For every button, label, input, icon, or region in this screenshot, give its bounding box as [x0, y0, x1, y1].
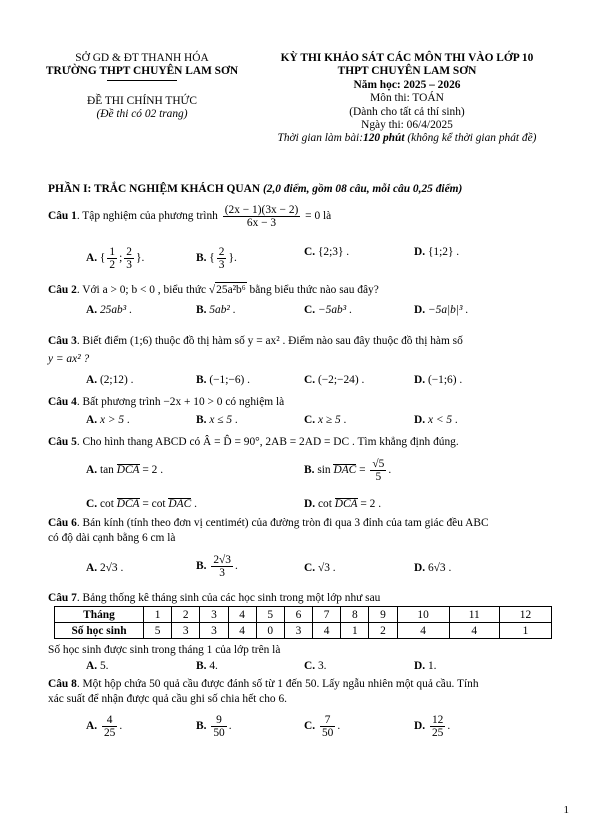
q2-option-a[interactable]: A. 25ab³ . [86, 304, 132, 316]
q5-option-d[interactable]: D. cot DCA = 2 . [304, 498, 382, 510]
q1-fraction: $\frac{(2x - 1)(3x - 2)}{6x - 3}$ [224, 204, 299, 229]
page-number: 1 [563, 804, 569, 816]
question-4: Câu 4. Bất phương trình −2x + 10 > 0 có nghiệm là [48, 396, 285, 408]
q6-options [64, 554, 564, 586]
q1-option-b[interactable]: B. { $\frac{2}{3}$ }. [196, 246, 237, 271]
q6-option-a[interactable]: A. 2√3 . [86, 562, 124, 574]
q5-option-b[interactable]: B. sin DAC = $\frac{√5}{5}$ . [304, 458, 392, 483]
q1-option-d[interactable]: D. {1;2} . [414, 246, 460, 258]
pages-note: (Đề thi có 02 trang) [96, 108, 188, 120]
q3-option-a[interactable]: A. (2;12) . [86, 374, 134, 386]
q2-options [64, 304, 564, 322]
birth-month-table [54, 606, 552, 639]
question-1: Câu 1. Tập nghiệm của phương trình $\frac{(2x - 1)(3x - 2)}{6x - 3}$ = 0 là [48, 204, 332, 229]
exam-date: Ngày thi: 06/4/2025 [361, 119, 453, 132]
q5-option-a[interactable]: A. tan DCA = 2 . [86, 464, 164, 476]
q5-option-c[interactable]: C. cot DCA = cot DAC . [86, 498, 197, 510]
header-right [252, 52, 562, 146]
dept-name: SỞ GD & ĐT THANH HÓA [75, 52, 209, 64]
q1-option-a[interactable]: A. { $\frac{1}{2}$ ; $\frac{2}{3}$ }. [86, 246, 145, 271]
header-left [22, 52, 262, 121]
q1-option-c[interactable]: C. {2;3} . [304, 246, 350, 258]
table-header-count: Số học sinh [55, 623, 144, 639]
official-label: ĐỀ THI CHÍNH THỨC [87, 95, 197, 107]
q2-option-c[interactable]: C. −5ab³ . [304, 304, 352, 316]
question-8: Câu 8. Một hộp chứa 50 quả cầu được đánh số từ 1 đến 50. Lấy ngẫu nhiên một quả cầu. Tính xác suất để nhận được quả cầu ghi số chia hết cho 6. [48, 678, 479, 705]
exam-time: Thời gian làm bài:120 phút (không kể thời gian phát đề) [277, 132, 537, 145]
subject: Môn thi: TOÁN [370, 92, 444, 105]
q8-option-c[interactable]: C. $\frac{7}{50}$ . [304, 714, 341, 739]
question-7: Câu 7. Bảng thống kê tháng sinh của các học sinh trong một lớp như sau [48, 592, 381, 604]
q6-option-b[interactable]: B. $\frac{2√3}{3}$ . [196, 554, 238, 579]
q7-option-b[interactable]: B. 4. [196, 660, 218, 672]
q7-followup: Số học sinh được sinh trong tháng 1 của lớp trên là [48, 644, 281, 656]
school-name: TRƯỜNG THPT CHUYÊN LAM SƠN [45, 65, 239, 77]
q7-option-c[interactable]: C. 3. [304, 660, 327, 672]
q3-option-b[interactable]: B. (−1;−6) . [196, 374, 251, 386]
q4-option-a[interactable]: A. x > 5 . [86, 414, 130, 426]
q7-option-a[interactable]: A. 5. [86, 660, 109, 672]
table-row: Tháng 1 2 3 4 5 6 7 8 9 10 11 12 [55, 607, 552, 623]
q3-option-d[interactable]: D. (−1;6) . [414, 374, 463, 386]
question-6: Câu 6. Bán kính (tính theo đơn vị centimét) của đường tròn đi qua 3 đỉnh của tam giác đều ABC có độ dài cạnh bằng 6 cm là [48, 517, 489, 544]
table-row: Số học sinh 5 3 3 4 0 3 4 1 2 4 4 1 [55, 623, 552, 639]
part1-title: PHẦN I: TRẮC NGHIỆM KHÁCH QUAN (2,0 điểm, gồm 08 câu, mỗi câu 0,25 điểm) [48, 183, 463, 195]
question-2: Câu 2. Với a > 0; b < 0 , biểu thức √25a²b⁶ bằng biểu thức nào sau đây? [48, 284, 379, 296]
q2-option-d[interactable]: D. −5a|b|³ . [414, 304, 469, 316]
q3-option-c[interactable]: C. (−2;−24) . [304, 374, 365, 386]
q8-option-a[interactable]: A. $\frac{4}{25}$ . [86, 714, 123, 739]
q6-option-c[interactable]: C. √3 . [304, 562, 336, 574]
q7-options [64, 660, 564, 678]
q6-option-d[interactable]: D. 6√3 . [414, 562, 452, 574]
q1-options [64, 238, 564, 272]
q8-options [64, 714, 564, 748]
question-3: Câu 3. Biết điểm (1;6) thuộc đồ thị hàm số y = ax² . Điểm nào sau đây thuộc đồ thị hàm số y = ax² ? [48, 335, 463, 365]
exam-title: KỲ THI KHẢO SÁT CÁC MÔN THI VÀO LỚP 10 [280, 52, 534, 64]
q3-options [64, 374, 564, 392]
school-year: Năm học: 2025 – 2026 [353, 78, 461, 91]
exam-school: THPT CHUYÊN LAM SƠN [337, 65, 477, 78]
q4-options [64, 414, 564, 432]
q8-option-d[interactable]: D. $\frac{12}{25}$ . [414, 714, 451, 739]
q4-option-d[interactable]: D. x < 5 . [414, 414, 458, 426]
table-header-month: Tháng [55, 607, 144, 623]
audience: (Dành cho tất cả thí sinh) [349, 105, 465, 118]
question-5: Câu 5. Cho hình thang ABCD có Â = D̂ = 90°, 2AB = 2AD = DC . Tìm khẳng định đúng. [48, 436, 459, 448]
q4-option-c[interactable]: C. x ≥ 5 . [304, 414, 347, 426]
q7-option-d[interactable]: D. 1. [414, 660, 437, 672]
q2-option-b[interactable]: B. 5ab² . [196, 304, 236, 316]
q4-option-b[interactable]: B. x ≤ 5 . [196, 414, 238, 426]
q5-options [64, 454, 564, 524]
q8-option-b[interactable]: B. $\frac{9}{50}$ . [196, 714, 232, 739]
